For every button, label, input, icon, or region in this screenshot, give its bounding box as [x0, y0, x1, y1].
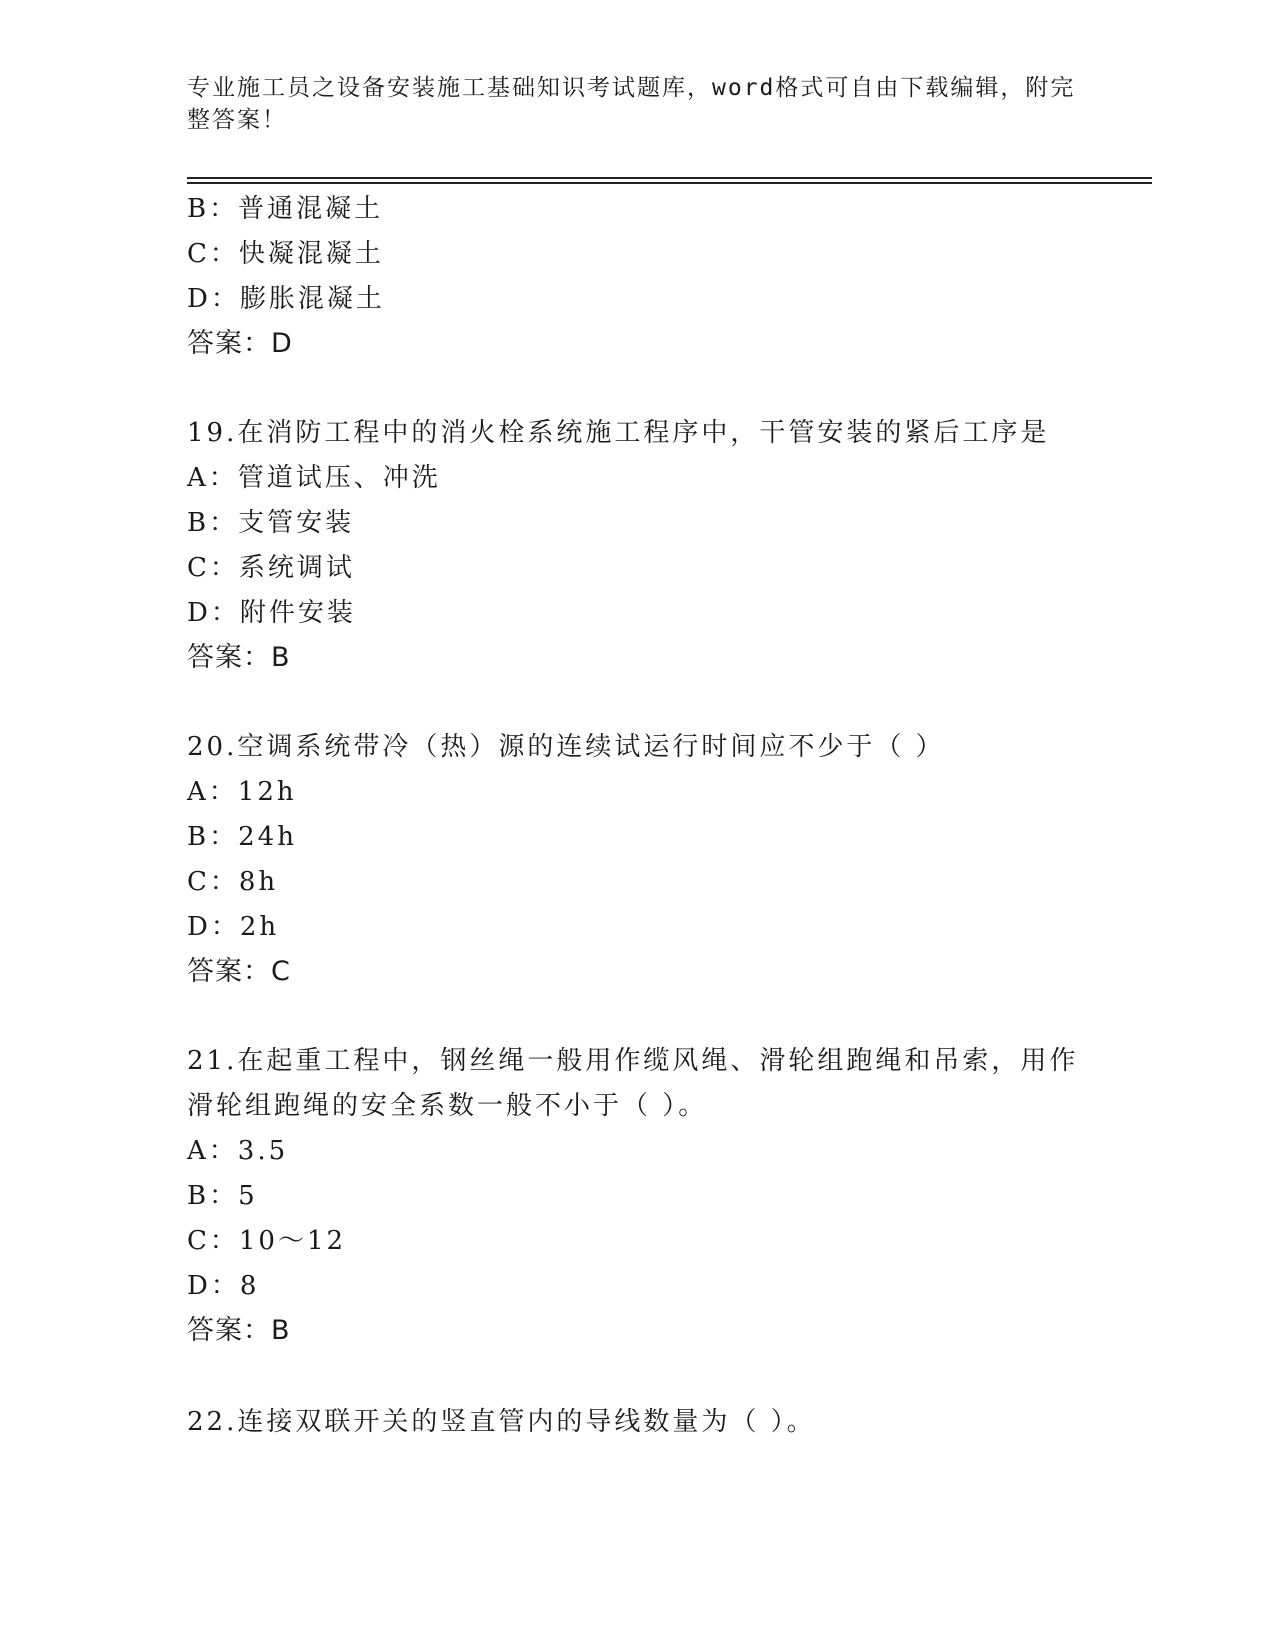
q19-answer: 答案：B [187, 642, 291, 673]
q22-stem: 22.连接双联开关的竖直管内的导线数量为（ ）。 [187, 1407, 816, 1437]
q20-option-c: C：8h [187, 867, 279, 897]
q19-option-b: B：支管安装 [187, 508, 355, 538]
q18-option-b: B：普通混凝土 [187, 194, 384, 224]
q18-answer: 答案：D [187, 328, 293, 359]
q19-stem: 19.在消防工程中的消火栓系统施工程序中，干管安装的紧后工序是 [187, 418, 1050, 448]
q19-option-d: D：附件安装 [187, 598, 356, 628]
q18-option-c: C：快凝混凝土 [187, 239, 384, 269]
header-rule-bottom [187, 182, 1152, 184]
q21-stem-line2: 滑轮组跑绳的安全系数一般不小于（ ）。 [187, 1091, 708, 1121]
q19-option-a: A：管道试压、冲洗 [187, 463, 441, 493]
q21-option-c: C：10～12 [187, 1226, 347, 1256]
q21-answer: 答案：B [187, 1315, 291, 1346]
q20-option-d: D：2h [187, 912, 280, 942]
q20-answer: 答案：C [187, 956, 291, 987]
q21-option-b: B：5 [187, 1181, 258, 1211]
q18-option-d: D：膨胀混凝土 [187, 284, 385, 314]
document-header: 专业施工员之设备安装施工基础知识考试题库，word格式可自由下载编辑，附完整答案！ [187, 75, 1076, 133]
q20-option-a: A：12h [187, 777, 297, 807]
header-rule-top [187, 177, 1152, 179]
q20-stem: 20.空调系统带冷（热）源的连续试运行时间应不少于（ ） [187, 732, 945, 762]
q21-stem-line1: 21.在起重工程中，钢丝绳一般用作缆风绳、滑轮组跑绳和吊索，用作 [187, 1046, 1079, 1076]
q20-option-b: B：24h [187, 822, 297, 852]
q21-option-d: D：8 [187, 1271, 260, 1301]
q21-option-a: A：3.5 [187, 1136, 289, 1166]
q19-option-c: C：系统调试 [187, 553, 355, 583]
